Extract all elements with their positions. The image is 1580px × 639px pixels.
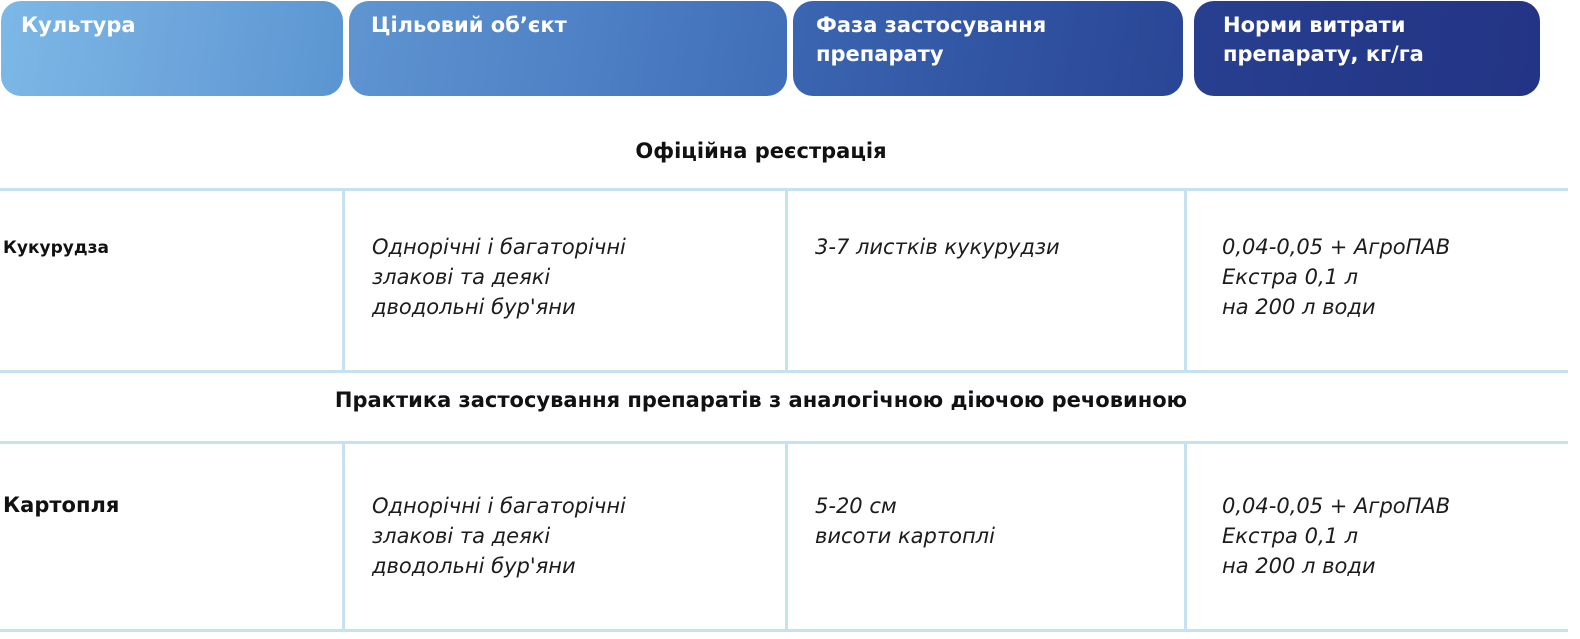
row2-target (372, 491, 626, 581)
header-phase-label-line1: Фаза застосування (816, 13, 1047, 37)
row1-rate (1222, 232, 1450, 322)
table-header (0, 0, 1580, 98)
column-divider (785, 191, 788, 371)
header-culture-label: Культура (21, 13, 136, 37)
header-phase (793, 1, 1183, 96)
section-title-practice: Практика застосування препаратів з аналогічною діючою речовиною (334, 388, 1188, 412)
header-rate (1194, 1, 1540, 96)
header-rate-label-line1: Норми витрати (1223, 13, 1406, 37)
row-divider (0, 441, 1568, 444)
column-divider (1184, 191, 1187, 371)
column-divider (785, 444, 788, 630)
row-divider (0, 188, 1568, 191)
row-divider (0, 629, 1568, 632)
row2-crop: Картопля (3, 493, 120, 517)
row2-phase (815, 491, 995, 551)
row2-rate-line: на 200 л води (1222, 554, 1376, 578)
row2-phase-line: висоти картоплі (815, 524, 995, 548)
row1-target-line: злакові та деякі (372, 265, 551, 289)
row1-phase-line: 3-7 листків кукурудзи (815, 235, 1060, 259)
row1-target (372, 232, 626, 322)
row1-rate-line: Екстра 0,1 л (1222, 265, 1359, 289)
column-divider (342, 191, 345, 371)
row-divider (0, 370, 1568, 373)
row1-target-line: Однорічні і багаторічні (372, 235, 626, 259)
row1-rate-line: 0,04-0,05 + АгроПАВ (1222, 235, 1451, 259)
header-target-label: Цільовий об’єкт (371, 13, 567, 37)
row2-phase-line: 5-20 см (815, 494, 897, 518)
section-title-official: Офіційна реєстрація (635, 139, 887, 163)
column-divider (342, 444, 345, 630)
row2-rate (1222, 491, 1450, 581)
row2-rate-line: Екстра 0,1 л (1222, 524, 1359, 548)
header-phase-label-line2: препарату (816, 42, 944, 66)
header-target (349, 1, 787, 96)
row1-target-line: дводольні бур'яни (372, 295, 576, 319)
row2-target-line: злакові та деякі (372, 524, 551, 548)
row1-rate-line: на 200 л води (1222, 295, 1376, 319)
header-culture (1, 1, 343, 96)
header-rate-label-line2: препарату, кг/га (1223, 42, 1424, 66)
row2-target-line: Однорічні і багаторічні (372, 494, 626, 518)
row2-target-line: дводольні бур'яни (372, 554, 576, 578)
row1-crop: Кукурудза (3, 238, 109, 258)
column-divider (1184, 444, 1187, 630)
row2-rate-line: 0,04-0,05 + АгроПАВ (1222, 494, 1451, 518)
row1-phase (815, 232, 1060, 262)
